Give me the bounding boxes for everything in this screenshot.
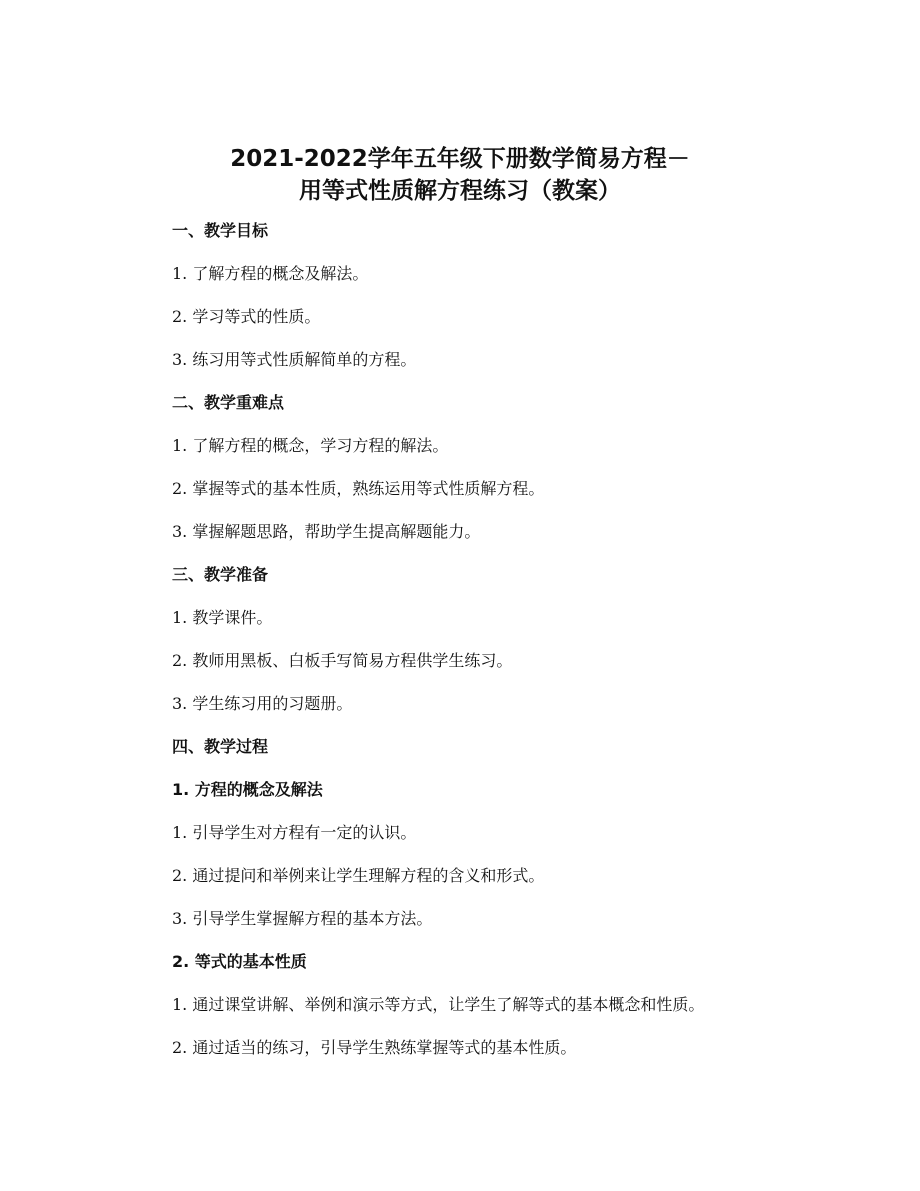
objective-item: 1. 了解方程的概念及解法。 — [172, 264, 369, 283]
section-heading-key-points: 二、教学重难点 — [172, 393, 285, 412]
process-item: 1. 引导学生对方程有一定的认识。 — [172, 823, 417, 842]
section-heading-process: 四、教学过程 — [172, 737, 269, 756]
subsection-heading-equation-concept: 1. 方程的概念及解法 — [172, 780, 323, 799]
objective-item: 3. 练习用等式性质解简单的方程。 — [172, 350, 417, 369]
preparation-item: 1. 教学课件。 — [172, 608, 273, 627]
preparation-item: 2. 教师用黑板、白板手写简易方程供学生练习。 — [172, 651, 513, 670]
section-heading-preparation: 三、教学准备 — [172, 565, 269, 584]
document-title-line-2: 用等式性质解方程练习（教案） — [299, 178, 621, 204]
preparation-item: 3. 学生练习用的习题册。 — [172, 694, 353, 713]
document-title-line-1: 2021-2022学年五年级下册数学简易方程－ — [230, 146, 690, 172]
key-point-item: 2. 掌握等式的基本性质，熟练运用等式性质解方程。 — [172, 479, 545, 498]
key-point-item: 1. 了解方程的概念，学习方程的解法。 — [172, 436, 449, 455]
key-point-item: 3. 掌握解题思路，帮助学生提高解题能力。 — [172, 522, 481, 541]
process-item: 3. 引导学生掌握解方程的基本方法。 — [172, 909, 433, 928]
subsection-heading-equality-properties: 2. 等式的基本性质 — [172, 952, 307, 971]
process-item: 2. 通过提问和举例来让学生理解方程的含义和形式。 — [172, 866, 545, 885]
process-item: 2. 通过适当的练习，引导学生熟练掌握等式的基本性质。 — [172, 1038, 577, 1057]
process-item: 1. 通过课堂讲解、举例和演示等方式，让学生了解等式的基本概念和性质。 — [172, 995, 705, 1014]
section-heading-objectives: 一、教学目标 — [172, 221, 269, 240]
objective-item: 2. 学习等式的性质。 — [172, 307, 321, 326]
